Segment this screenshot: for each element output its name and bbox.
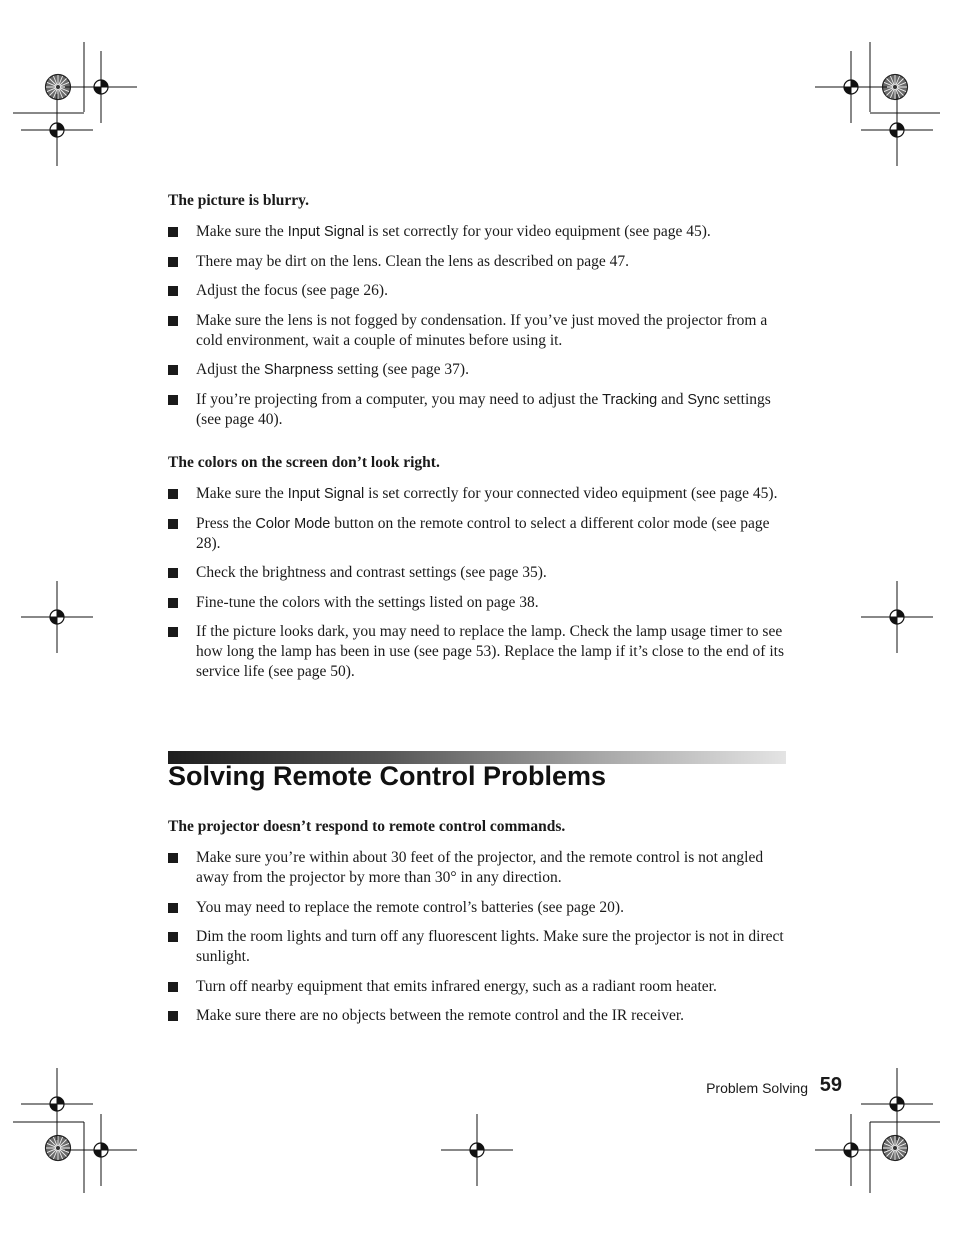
list-item: Make sure the Input Signal is set correctly for your video equipment (see page 45). bbox=[168, 222, 788, 242]
bullet-icon bbox=[168, 598, 178, 608]
blurry-list bbox=[168, 222, 788, 440]
page-number: 59 bbox=[819, 1074, 842, 1096]
colors-list bbox=[168, 484, 788, 692]
section-heading-blurry: The picture is blurry. bbox=[168, 192, 309, 209]
crosshair-mark bbox=[861, 1068, 933, 1140]
remote-list bbox=[168, 848, 788, 1036]
crosshair-mark bbox=[815, 1114, 887, 1186]
bullet-icon bbox=[168, 227, 178, 237]
page-section-title: Solving Remote Control Problems bbox=[168, 761, 607, 791]
crosshair-mark bbox=[861, 94, 933, 166]
list-item: Adjust the focus (see page 26). bbox=[168, 281, 788, 301]
bullet-icon bbox=[168, 365, 178, 375]
bullet-icon bbox=[168, 286, 178, 296]
bullet-icon bbox=[168, 932, 178, 942]
list-item: Dim the room lights and turn off any fluorescent lights. Make sure the projector is not in direct sunlight. bbox=[168, 927, 788, 967]
bullet-icon bbox=[168, 982, 178, 992]
bullet-icon bbox=[168, 316, 178, 326]
section-heading-remote: The projector doesn’t respond to remote control commands. bbox=[168, 818, 566, 835]
crosshair-mark bbox=[65, 51, 137, 123]
list-item: Press the Color Mode button on the remote control to select a different color mode (see page 28). bbox=[168, 514, 788, 554]
crosshair-mark bbox=[21, 1068, 93, 1140]
bullet-icon bbox=[168, 257, 178, 267]
list-item: Make sure the Input Signal is set correctly for your connected video equipment (see page 45). bbox=[168, 484, 788, 504]
section-heading-colors: The colors on the screen don’t look right. bbox=[168, 454, 440, 471]
bullet-icon bbox=[168, 568, 178, 578]
bullet-icon bbox=[168, 903, 178, 913]
list-item: If the picture looks dark, you may need to replace the lamp. Check the lamp usage timer to see how long the lamp has been in use (see page 53). Replace the lamp if it’s close to the end of its service life (see page 50). bbox=[168, 622, 788, 682]
footer-section-label: Problem Solving bbox=[706, 1080, 808, 1096]
star-mark-bottom-right bbox=[883, 1136, 908, 1161]
crosshair-mark bbox=[815, 51, 887, 123]
bullet-icon bbox=[168, 395, 178, 405]
crosshair-mark bbox=[21, 94, 93, 166]
star-mark-bottom-left bbox=[46, 1136, 71, 1161]
list-item: Make sure you’re within about 30 feet of the projector, and the remote control is not angled away from the projector by more than 30° in any direction. bbox=[168, 848, 788, 888]
crosshair-mark bbox=[861, 581, 933, 653]
list-item: You may need to replace the remote control’s batteries (see page 20). bbox=[168, 898, 788, 918]
bullet-icon bbox=[168, 489, 178, 499]
list-item: There may be dirt on the lens. Clean the lens as described on page 47. bbox=[168, 252, 788, 272]
bullet-icon bbox=[168, 627, 178, 637]
list-item: Make sure there are no objects between the remote control and the IR receiver. bbox=[168, 1006, 788, 1026]
bullet-icon bbox=[168, 853, 178, 863]
crosshair-mark bbox=[441, 1114, 513, 1186]
list-item: Fine-tune the colors with the settings listed on page 38. bbox=[168, 593, 788, 613]
list-item: Check the brightness and contrast settings (see page 35). bbox=[168, 563, 788, 583]
bullet-icon bbox=[168, 1011, 178, 1021]
list-item: Make sure the lens is not fogged by condensation. If you’ve just moved the projector from a cold environment, wait a couple of minutes before using it. bbox=[168, 311, 788, 351]
crosshair-mark bbox=[65, 1114, 137, 1186]
list-item: If you’re projecting from a computer, you may need to adjust the Tracking and Sync settings (see page 40). bbox=[168, 390, 788, 430]
list-item: Turn off nearby equipment that emits infrared energy, such as a radiant room heater. bbox=[168, 977, 788, 997]
list-item: Adjust the Sharpness setting (see page 37). bbox=[168, 360, 788, 380]
crosshair-mark bbox=[21, 581, 93, 653]
bullet-icon bbox=[168, 519, 178, 529]
